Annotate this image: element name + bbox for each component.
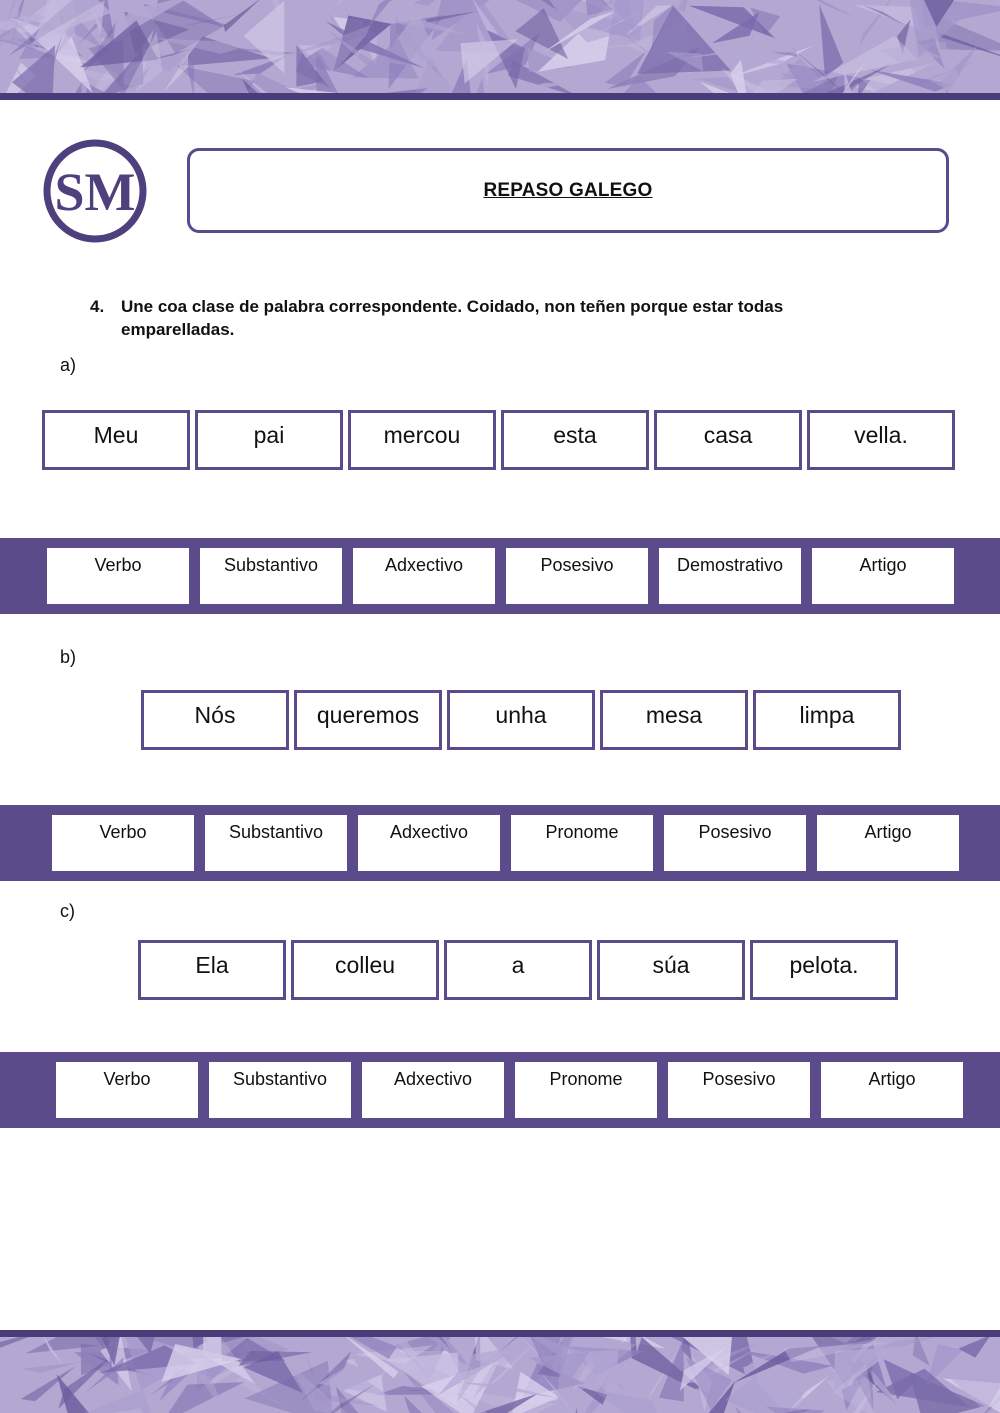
word-tile[interactable]: Nós bbox=[141, 690, 289, 750]
title-box bbox=[187, 148, 949, 233]
category-tile[interactable]: Verbo bbox=[52, 815, 194, 871]
word-tile[interactable]: a bbox=[444, 940, 592, 1000]
word-tile[interactable]: esta bbox=[501, 410, 649, 470]
category-tile[interactable]: Substantivo bbox=[209, 1062, 351, 1118]
top-banner-pattern bbox=[0, 0, 1000, 100]
category-tile[interactable]: Posesivo bbox=[668, 1062, 810, 1118]
section-label-c: c) bbox=[60, 901, 75, 921]
word-tile[interactable]: súa bbox=[597, 940, 745, 1000]
category-tile[interactable]: Posesivo bbox=[664, 815, 806, 871]
category-tile[interactable]: Demostrativo bbox=[659, 548, 801, 604]
category-tile[interactable]: Verbo bbox=[56, 1062, 198, 1118]
word-tile[interactable]: pelota. bbox=[750, 940, 898, 1000]
exercise-number: 4. bbox=[90, 297, 105, 316]
category-tile[interactable]: Posesivo bbox=[506, 548, 648, 604]
word-tile[interactable]: Ela bbox=[138, 940, 286, 1000]
word-tile[interactable]: unha bbox=[447, 690, 595, 750]
banner-stripe bbox=[0, 1330, 1000, 1337]
category-tile[interactable]: Substantivo bbox=[205, 815, 347, 871]
exercise-instruction bbox=[90, 295, 880, 341]
word-row-a bbox=[42, 410, 955, 470]
logo-text: SM bbox=[54, 162, 136, 222]
word-tile[interactable]: casa bbox=[654, 410, 802, 470]
category-band-c bbox=[0, 1052, 1000, 1128]
top-decorative-banner bbox=[0, 0, 1000, 100]
category-tile[interactable]: Verbo bbox=[47, 548, 189, 604]
banner-stripe bbox=[0, 93, 1000, 100]
category-tile[interactable]: Artigo bbox=[812, 548, 954, 604]
word-tile[interactable]: mesa bbox=[600, 690, 748, 750]
section-label-a: a) bbox=[60, 355, 77, 375]
word-tile[interactable]: pai bbox=[195, 410, 343, 470]
category-band-b bbox=[0, 805, 1000, 881]
section-label-b: b) bbox=[60, 647, 77, 667]
category-tile[interactable]: Substantivo bbox=[200, 548, 342, 604]
sm-logo bbox=[42, 138, 148, 244]
category-tile[interactable]: Pronome bbox=[511, 815, 653, 871]
word-row-b bbox=[141, 690, 901, 750]
page-title: REPASO GALEGO bbox=[483, 179, 653, 201]
bottom-banner-pattern bbox=[0, 1330, 1000, 1413]
word-tile[interactable]: Meu bbox=[42, 410, 190, 470]
category-tile[interactable]: Artigo bbox=[817, 815, 959, 871]
category-band-a bbox=[0, 538, 1000, 614]
word-row-c bbox=[138, 940, 898, 1000]
word-tile[interactable]: queremos bbox=[294, 690, 442, 750]
category-tile[interactable]: Adxectivo bbox=[362, 1062, 504, 1118]
bottom-decorative-banner bbox=[0, 1330, 1000, 1413]
word-tile[interactable]: limpa bbox=[753, 690, 901, 750]
word-tile[interactable]: vella. bbox=[807, 410, 955, 470]
word-tile[interactable]: colleu bbox=[291, 940, 439, 1000]
instruction-text: Une coa clase de palabra correspondente. Coidado, non teñen porque estar todas emparelladas. bbox=[121, 297, 784, 339]
category-tile[interactable]: Adxectivo bbox=[358, 815, 500, 871]
category-tile[interactable]: Adxectivo bbox=[353, 548, 495, 604]
word-tile[interactable]: mercou bbox=[348, 410, 496, 470]
category-tile[interactable]: Pronome bbox=[515, 1062, 657, 1118]
category-tile[interactable]: Artigo bbox=[821, 1062, 963, 1118]
